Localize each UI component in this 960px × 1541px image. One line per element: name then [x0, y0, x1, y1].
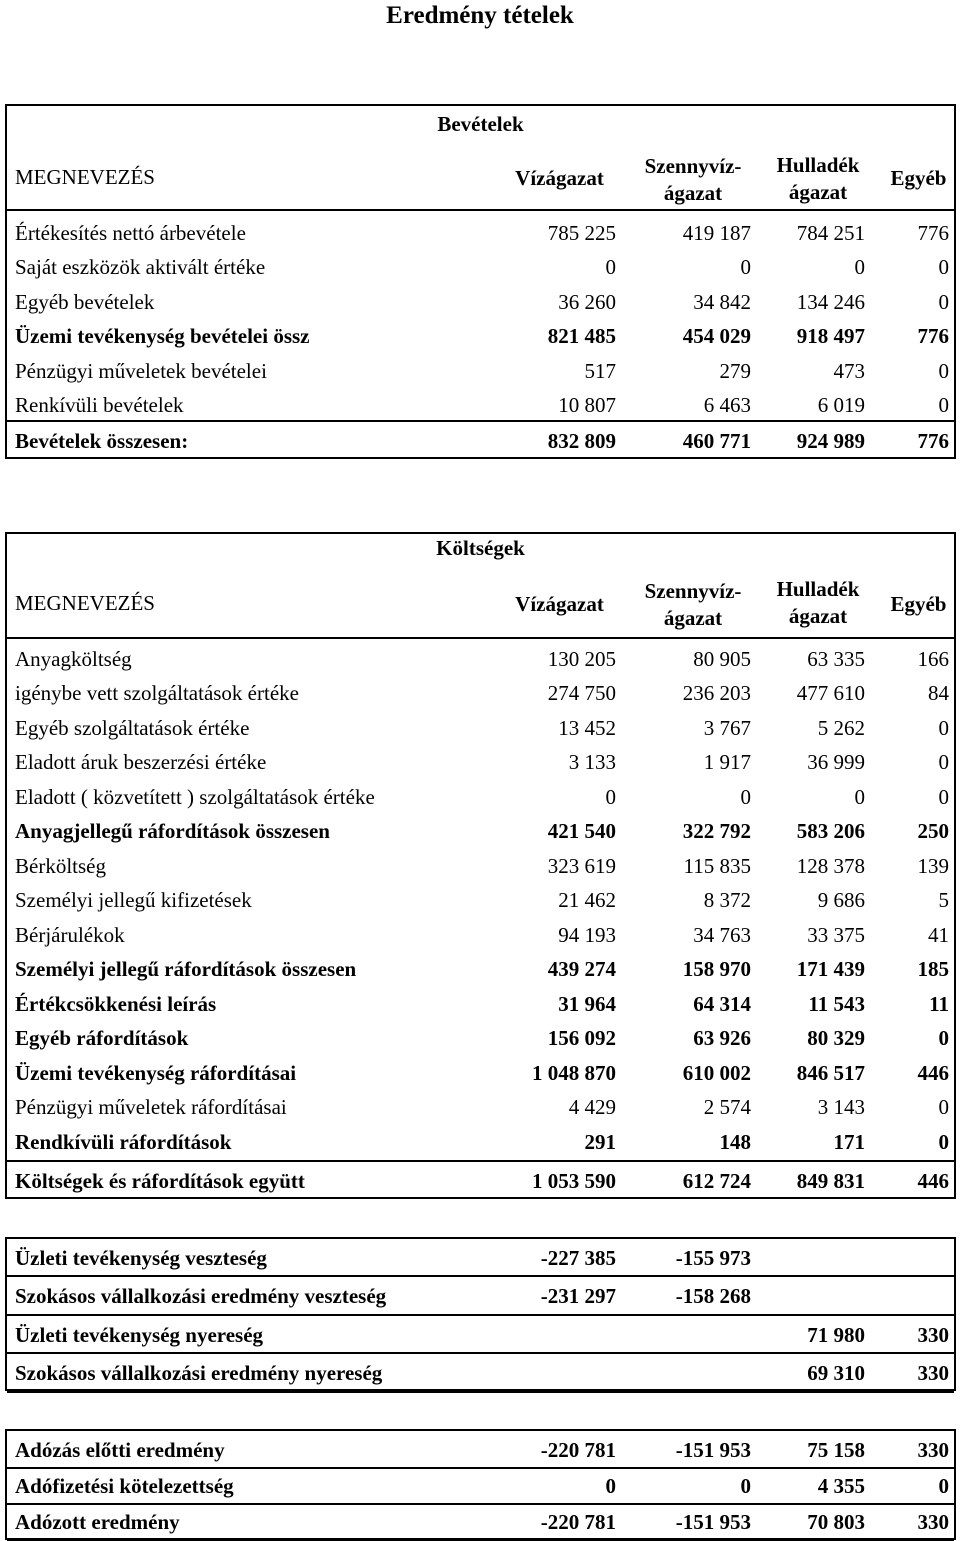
- value-hulladek: 69 310: [807, 1361, 865, 1385]
- revenue-header-col4: Egyéb: [890, 166, 947, 190]
- value-szennyviz: 34 763: [693, 922, 751, 947]
- value-egyeb: 0: [938, 1473, 949, 1498]
- costs-header-name: MEGNEVEZÉS: [15, 591, 155, 615]
- value-hulladek: 11 543: [808, 991, 865, 1016]
- row-label: Anyagköltség: [15, 646, 132, 671]
- value-szennyviz: 0: [740, 1473, 751, 1498]
- value-vizagazat: 4 429: [568, 1095, 616, 1119]
- value-egyeb: 0: [938, 255, 949, 279]
- table-row: [7, 953, 954, 987]
- row-label: Üzleti tevékenység veszteség: [15, 1245, 267, 1270]
- table-row: [7, 849, 954, 883]
- costs-header-col2: Szennyvíz- ágazat: [644, 579, 742, 630]
- table-row: [7, 780, 954, 814]
- value-vizagazat: 36 260: [558, 289, 616, 314]
- value-vizagazat: 291: [584, 1129, 616, 1154]
- row-label: Adózás előtti eredmény: [15, 1437, 225, 1462]
- results-table: [5, 1237, 956, 1391]
- value-hulladek: 80 329: [807, 1026, 865, 1050]
- value-egyeb: 0: [938, 1129, 949, 1154]
- value-szennyviz: 80 905: [693, 646, 751, 671]
- costs-total-row: [7, 1164, 954, 1198]
- value-hulladek: 846 517: [796, 1060, 865, 1085]
- value-egyeb: 776: [917, 220, 949, 245]
- row-label: Eladott áruk beszerzési értéke: [15, 750, 267, 774]
- costs-total-vizagazat: 1 053 590: [532, 1168, 616, 1193]
- value-egyeb: 41: [928, 922, 949, 947]
- table-row: [7, 987, 954, 1021]
- value-szennyviz: 1 917: [703, 750, 751, 774]
- table-row: [7, 1241, 954, 1275]
- value-egyeb: 84: [928, 681, 949, 705]
- value-egyeb: 330: [917, 1509, 949, 1534]
- value-szennyviz: 34 842: [693, 289, 751, 314]
- value-szennyviz: 158 970: [682, 957, 751, 981]
- row-label: Renkívüli bevételek: [15, 393, 184, 417]
- row-label: Bérköltség: [15, 853, 106, 878]
- table-row: [7, 1091, 954, 1125]
- costs-header-col3: Hulladék ágazat: [776, 577, 860, 628]
- table-row: [7, 354, 954, 388]
- table-row: [7, 1022, 954, 1056]
- revenue-total-label: Bevételek összesen:: [15, 428, 189, 453]
- row-label: Egyéb ráfordítások: [15, 1026, 189, 1050]
- row-label: Szokásos vállalkozási eredmény veszteség: [15, 1284, 387, 1308]
- row-label: Értékcsökkenési leírás: [15, 991, 217, 1016]
- value-vizagazat: 10 807: [558, 393, 616, 417]
- value-hulladek: 473: [833, 358, 865, 383]
- value-egyeb: 185: [917, 957, 949, 981]
- costs-header-col4: Egyéb: [890, 592, 947, 616]
- value-vizagazat: 439 274: [547, 957, 616, 981]
- revenue-header-name: MEGNEVEZÉS: [15, 165, 155, 189]
- value-hulladek: 70 803: [807, 1509, 865, 1534]
- value-hulladek: 0: [854, 255, 865, 279]
- costs-total-egyeb: 446: [917, 1168, 949, 1193]
- value-hulladek: 171: [833, 1129, 865, 1154]
- value-szennyviz: -151 953: [675, 1437, 751, 1462]
- costs-total-szennyviz: 612 724: [682, 1168, 751, 1193]
- table-row: [7, 677, 954, 711]
- value-vizagazat: 323 619: [547, 853, 616, 878]
- value-vizagazat: 1 048 870: [532, 1060, 616, 1085]
- table-row: [7, 746, 954, 780]
- value-egyeb: 0: [938, 358, 949, 383]
- revenue-total-szennyviz: 460 771: [682, 428, 751, 453]
- table-row: [7, 1125, 954, 1159]
- value-szennyviz: 279: [719, 358, 751, 383]
- row-label: Személyi jellegű kifizetések: [15, 888, 252, 912]
- value-szennyviz: 0: [740, 784, 751, 809]
- table-row: [7, 1056, 954, 1090]
- value-vizagazat: 31 964: [558, 991, 616, 1016]
- value-vizagazat: 0: [605, 255, 616, 279]
- table-row: [7, 884, 954, 918]
- row-label: Adózott eredmény: [15, 1509, 180, 1534]
- value-szennyviz: 6 463: [703, 393, 751, 417]
- revenue-header-col2: Szennyvíz- ágazat: [644, 154, 742, 205]
- row-label: Eladott ( közvetített ) szolgáltatások értéke: [15, 784, 375, 809]
- revenue-total-hulladek: 924 989: [796, 428, 865, 453]
- costs-total-label: Költségek és ráfordítások együtt: [15, 1168, 305, 1193]
- value-vizagazat: 821 485: [547, 324, 616, 348]
- value-szennyviz: 454 029: [682, 324, 751, 348]
- value-hulladek: 477 610: [796, 681, 865, 705]
- row-label: Saját eszközök aktivált értéke: [15, 255, 266, 279]
- value-hulladek: 75 158: [807, 1437, 865, 1462]
- value-szennyviz: -151 953: [675, 1509, 751, 1534]
- value-egyeb: 0: [938, 750, 949, 774]
- value-egyeb: 11: [929, 991, 949, 1016]
- value-egyeb: 250: [917, 819, 949, 843]
- row-label: Pénzügyi műveletek ráfordításai: [15, 1095, 287, 1119]
- value-egyeb: 446: [917, 1060, 949, 1085]
- table-row: [7, 320, 954, 354]
- value-szennyviz: 148: [719, 1129, 751, 1154]
- value-egyeb: 0: [938, 289, 949, 314]
- revenue-total-row: [7, 424, 954, 458]
- value-vizagazat: 130 205: [547, 646, 616, 671]
- row-label: Egyéb bevételek: [15, 289, 155, 314]
- table-row: [7, 389, 954, 423]
- value-hulladek: 5 262: [817, 715, 865, 740]
- value-vizagazat: -220 781: [540, 1437, 616, 1462]
- table-row: [7, 285, 954, 319]
- value-hulladek: 134 246: [796, 289, 865, 314]
- table-row: [7, 216, 954, 250]
- value-hulladek: 784 251: [796, 220, 865, 245]
- table-row: [7, 918, 954, 952]
- row-label: Anyagjellegű ráfordítások összesen: [15, 819, 330, 843]
- value-hulladek: 33 375: [807, 922, 865, 947]
- value-vizagazat: 21 462: [558, 888, 616, 912]
- value-vizagazat: 274 750: [547, 681, 616, 705]
- value-vizagazat: 785 225: [547, 220, 616, 245]
- row-label: Adófizetési kötelezettség: [15, 1473, 234, 1498]
- value-vizagazat: 3 133: [568, 750, 616, 774]
- costs-total-hulladek: 849 831: [796, 1168, 865, 1193]
- table-row: [7, 1280, 954, 1314]
- value-szennyviz: 419 187: [682, 220, 751, 245]
- value-egyeb: 5: [938, 888, 949, 912]
- table-row: [7, 1357, 954, 1391]
- revenue-header-col3: Hulladék ágazat: [776, 153, 860, 204]
- value-vizagazat: -220 781: [540, 1509, 616, 1534]
- row-label: Bérjárulékok: [15, 922, 125, 947]
- revenue-total-vizagazat: 832 809: [547, 428, 616, 453]
- value-vizagazat: 517: [584, 358, 616, 383]
- value-egyeb: 0: [938, 1095, 949, 1119]
- value-vizagazat: 0: [605, 784, 616, 809]
- value-szennyviz: 63 926: [693, 1026, 751, 1050]
- table-row: [7, 1433, 954, 1467]
- table-row: [7, 642, 954, 676]
- revenue-table: [5, 104, 956, 459]
- value-hulladek: 9 686: [817, 888, 865, 912]
- value-vizagazat: -231 297: [540, 1284, 616, 1308]
- value-egyeb: 0: [938, 715, 949, 740]
- value-hulladek: 583 206: [796, 819, 865, 843]
- value-egyeb: 330: [917, 1322, 949, 1347]
- revenue-total-egyeb: 776: [917, 428, 949, 453]
- row-label: Egyéb szolgáltatások értéke: [15, 715, 250, 740]
- value-szennyviz: 3 767: [703, 715, 751, 740]
- value-vizagazat: 13 452: [558, 715, 616, 740]
- value-hulladek: 71 980: [807, 1322, 865, 1347]
- value-hulladek: 36 999: [807, 750, 865, 774]
- value-szennyviz: 64 314: [693, 991, 751, 1016]
- value-szennyviz: 115 835: [683, 853, 751, 878]
- value-szennyviz: -155 973: [675, 1245, 751, 1270]
- value-hulladek: 128 378: [796, 853, 865, 878]
- value-vizagazat: 156 092: [547, 1026, 616, 1050]
- row-label: igénybe vett szolgáltatások értéke: [15, 681, 299, 705]
- value-hulladek: 63 335: [807, 646, 865, 671]
- costs-table: [5, 532, 956, 1199]
- value-vizagazat: 94 193: [558, 922, 616, 947]
- value-szennyviz: 610 002: [682, 1060, 751, 1085]
- value-szennyviz: 2 574: [703, 1095, 751, 1119]
- value-szennyviz: -158 268: [675, 1284, 751, 1308]
- table-row: [7, 1318, 954, 1352]
- table-row: [7, 1505, 954, 1539]
- value-szennyviz: 236 203: [682, 681, 751, 705]
- revenue-section-title: Bevételek: [437, 112, 524, 136]
- value-szennyviz: 322 792: [682, 819, 751, 843]
- value-vizagazat: 421 540: [547, 819, 616, 843]
- row-label: Személyi jellegű ráfordítások összesen: [15, 957, 357, 981]
- revenue-header-col1: Vízágazat: [515, 166, 604, 190]
- row-label: Rendkívüli ráfordítások: [15, 1129, 232, 1154]
- value-egyeb: 166: [917, 646, 949, 671]
- value-egyeb: 330: [917, 1361, 949, 1385]
- table-row: [7, 815, 954, 849]
- costs-header-col1: Vízágazat: [515, 592, 604, 616]
- value-egyeb: 776: [917, 324, 949, 348]
- value-hulladek: 918 497: [796, 324, 865, 348]
- value-egyeb: 0: [938, 393, 949, 417]
- row-label: Üzemi tevékenység bevételei össz: [15, 324, 310, 348]
- value-hulladek: 171 439: [796, 957, 865, 981]
- costs-section-title: Költségek: [436, 536, 525, 560]
- row-label: Szokásos vállalkozási eredmény nyereség: [15, 1361, 383, 1385]
- value-egyeb: 0: [938, 1026, 949, 1050]
- row-label: Üzemi tevékenység ráfordításai: [15, 1060, 297, 1085]
- value-szennyviz: 8 372: [703, 888, 751, 912]
- value-egyeb: 0: [938, 784, 949, 809]
- final-table: [5, 1429, 956, 1540]
- row-label: Pénzügyi műveletek bevételei: [15, 358, 267, 383]
- value-vizagazat: 0: [605, 1473, 616, 1498]
- row-label: Értékesítés nettó árbevétele: [15, 220, 246, 245]
- value-hulladek: 0: [854, 784, 865, 809]
- table-row: [7, 1469, 954, 1503]
- value-egyeb: 330: [917, 1437, 949, 1462]
- value-vizagazat: -227 385: [540, 1245, 616, 1270]
- value-szennyviz: 0: [740, 255, 751, 279]
- value-hulladek: 3 143: [817, 1095, 865, 1119]
- value-hulladek: 6 019: [817, 393, 865, 417]
- table-row: [7, 251, 954, 285]
- page-title: Eredmény tételek: [386, 2, 574, 29]
- value-hulladek: 4 355: [817, 1473, 865, 1498]
- row-label: Üzleti tevékenység nyereség: [15, 1322, 264, 1347]
- table-row: [7, 711, 954, 745]
- value-egyeb: 139: [917, 853, 949, 878]
